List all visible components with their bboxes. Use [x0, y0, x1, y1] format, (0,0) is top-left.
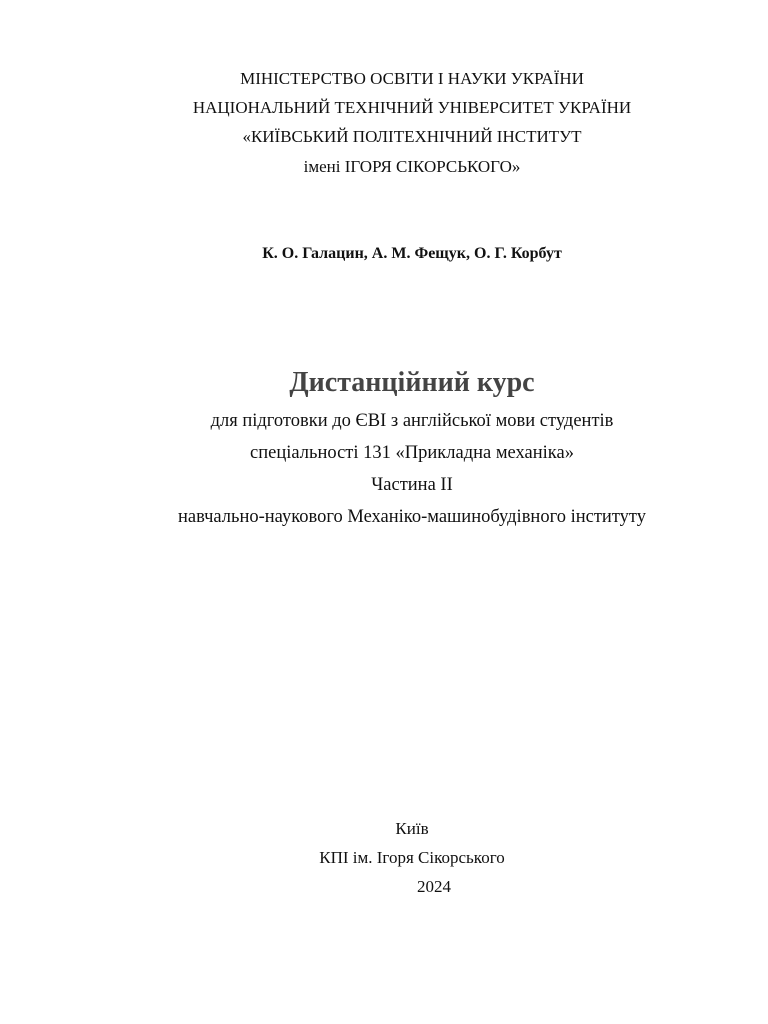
university-line: НАЦІОНАЛЬНИЙ ТЕХНІЧНИЙ УНІВЕРСИТЕТ УКРАЇНИ — [192, 98, 632, 117]
course-title: Дистанційний курс — [289, 367, 535, 398]
city: Київ — [395, 819, 429, 838]
course-subtitle-1: для підготовки до ЄВІ з англійської мови студентів — [210, 411, 614, 431]
course-part: Частина ІІ — [371, 475, 453, 495]
course-subtitle-2: спеціальності 131 «Прикладна механіка» — [250, 443, 574, 463]
year: 2024 — [417, 877, 451, 896]
authors: К. О. Галацин, А. М. Фещук, О. Г. Корбут — [262, 245, 562, 262]
ministry-line: МІНІСТЕРСТВО ОСВІТИ І НАУКИ УКРАЇНИ — [240, 69, 584, 88]
named-after-line: імені ІГОРЯ СІКОРСЬКОГО» — [303, 157, 521, 176]
course-subtitle-3: навчально-наукового Механіко-машинобудівного інституту — [177, 507, 646, 527]
publisher: КПІ ім. Ігоря Сікорського — [319, 848, 505, 867]
institute-line: «КИЇВСЬКИЙ ПОЛІТЕХНІЧНИЙ ІНСТИТУТ — [242, 127, 582, 146]
